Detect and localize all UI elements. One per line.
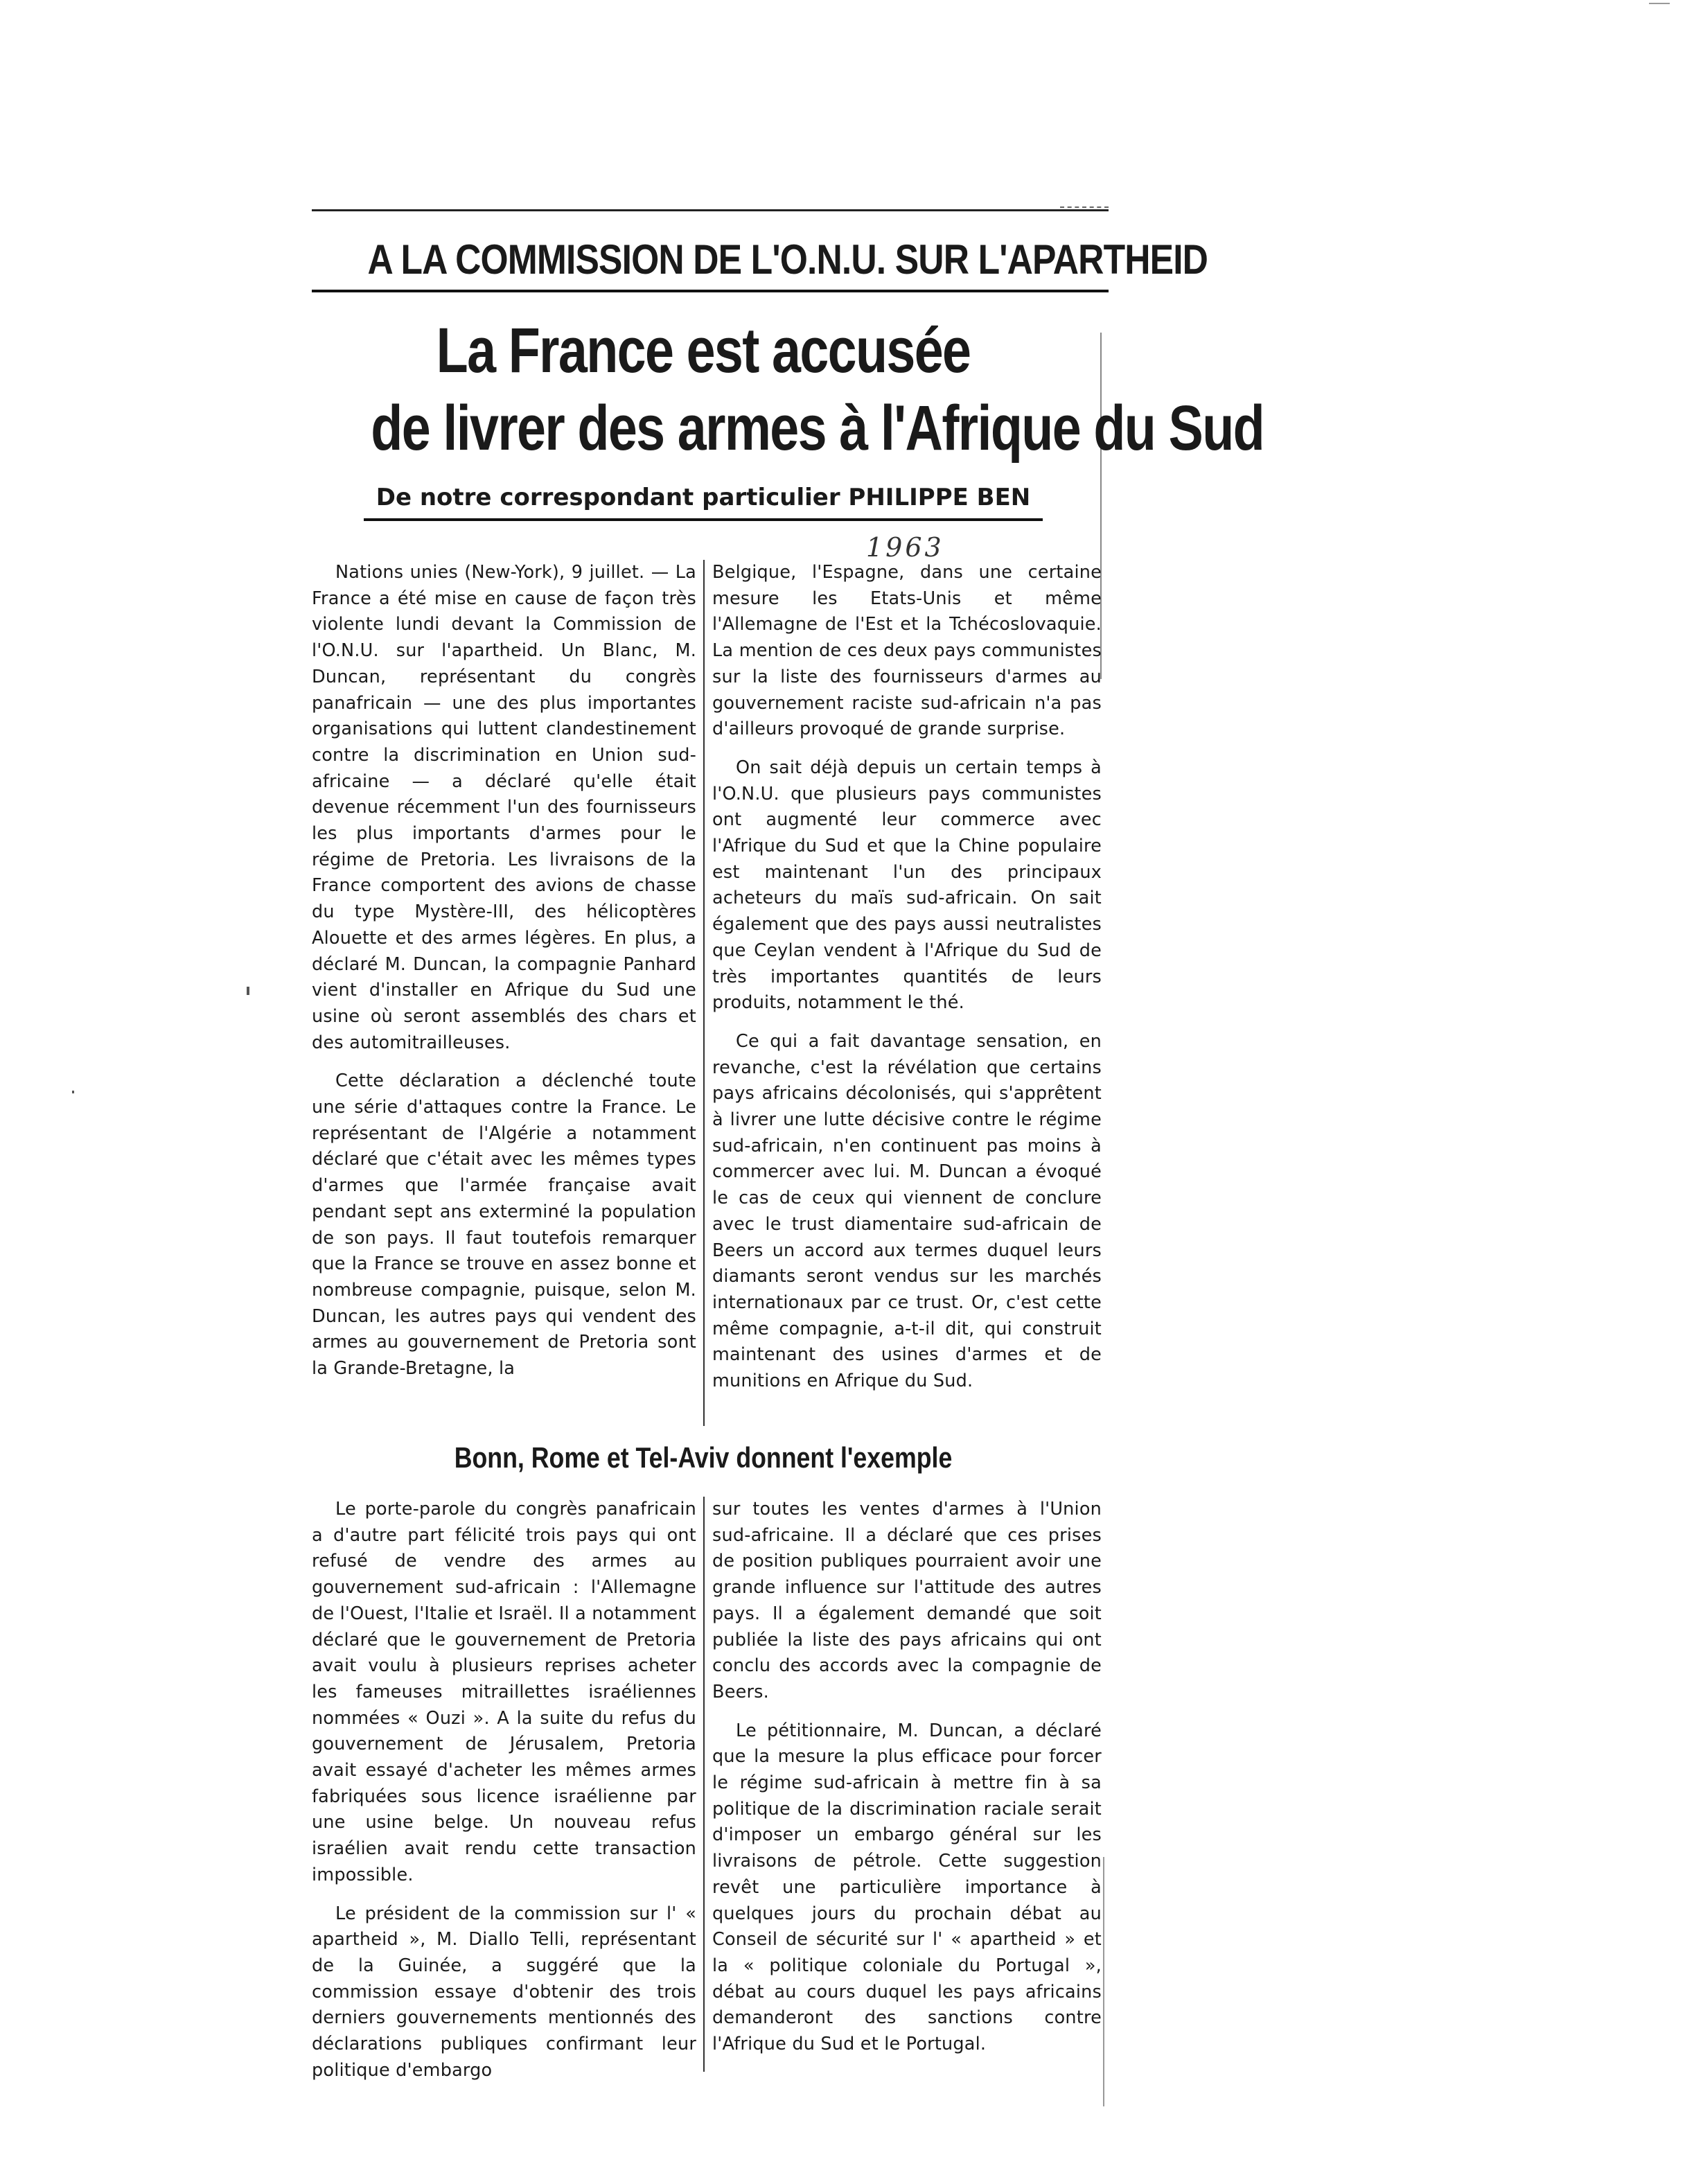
kicker-underline (312, 290, 1109, 292)
byline: De notre correspondant particulier PHILIPPE BEN (376, 484, 1031, 511)
newspaper-clipping (298, 194, 1264, 2106)
paragraph: Le président de la commission sur l' « apartheid », M. Diallo Telli, représentant de la Guinée, a suggéré que la commission essaye d'obtenir des trois derniers gouvernements mentionnés des déclarations publiques confirmant leur politique d'embargo (312, 1903, 696, 2081)
article-column-1 (312, 560, 696, 1395)
scan-speck (1649, 3, 1670, 4)
margin-mark (1103, 1857, 1104, 2106)
top-rule (312, 209, 1109, 211)
headline-line-1: La France est accusée (436, 315, 971, 386)
paragraph: Belgique, l'Espagne, dans une certaine mesure les Etats-Unis et même l'Allemagne de l'Est et la Tchécoslovaquie. La mention de ces deux pays communistes sur la liste des fournisseurs d'armes au gouvernement raciste sud-africain n'a pas d'ailleurs provoqué de grande surprise. (712, 562, 1102, 740)
kicker-heading: A LA COMMISSION DE L'O.N.U. SUR L'APARTHEID (367, 236, 1208, 283)
article-column-3 (312, 1497, 696, 2096)
column-divider (703, 560, 705, 1426)
handwritten-year: 1963 (866, 532, 944, 563)
top-rule-dash (1060, 206, 1109, 208)
paragraph: Ce qui a fait davantage sensation, en revanche, c'est la révélation que certains pays africains décolonisés, qui s'apprêtent à livrer une lutte décisive contre le régime sud-africain, n'en continuent pas moins à commercer avec lui. M. Duncan a évoqué le cas de ceux qui viennent de conclure avec le trust diamentaire sud-africain de Beers un accord aux termes duquel leurs diamants seront vendus sur les marchés internationaux par ce trust. Or, c'est cette même compagnie, a-t-il dit, qui construit maintenant des usines d'armes et de munitions en Afrique du Sud. (712, 1030, 1102, 1392)
headline (371, 312, 1264, 467)
paragraph: Nations unies (New-York), 9 juillet. — La France a été mise en cause de façon très violente lundi devant la Commission de l'O.N.U. sur l'apartheid. Un Blanc, M. Duncan, représentant du congrès panafricain — une des plus importantes organisations qui luttent clandestinement contre la discrimination en Union sud-africaine — a déclaré qu'elle était devenue récemment l'un des fournisseurs les plus importants d'armes pour le régime de Pretoria. Les livraisons de la France comportent des avions de chasse du type Mystère-III, des hélicoptères Alouette et des armes légères. En plus, a déclaré M. Duncan, la compagnie Panhard vient d'installer en Afrique du Sud une usine où seront assemblés des chars et des automitrailleuses. (312, 562, 696, 1053)
paragraph: Le pétitionnaire, M. Duncan, a déclaré que la mesure la plus efficace pour forcer le régime sud-africain à mettre fin à sa politique de la discrimination raciale serait d'imposer un embargo général sur les livraisons de pétrole. Cette suggestion revêt une particulière importance à quelques jours du prochain débat au Conseil de sécurité sur l' « apartheid » et la « politique coloniale du Portugal », débat au cours duquel les pays africains demanderont des sanctions contre l'Afrique du Sud et le Portugal. (712, 1720, 1102, 2055)
headline-line-2: de livrer des armes à l'Afrique du Sud (371, 393, 1264, 464)
paragraph: Le porte-parole du congrès panafricain a d'autre part félicité trois pays qui ont refusé de vendre des armes au gouvernement sud-africain : l'Allemagne de l'Ouest, l'Italie et Israël. Il a notamment déclaré que le gouvernement de Pretoria avait voulu à plusieurs reprises acheter les fameuses mitraillettes israéliennes nommées « Ouzi ». A la suite du refus du gouvernement de Jérusalem, Pretoria avait essayé d'acheter les mêmes armes fabriquées sous licence israélienne par une usine belge. Un nouveau refus israélien avait rendu cette transaction impossible. (312, 1499, 696, 1885)
paragraph: Cette déclaration a déclenché toute une série d'attaques contre la France. Le représentant de l'Algérie a notamment déclaré que c'était avec les mêmes types d'armes que l'armée française avait pendant sept ans exterminé la population de son pays. Il faut toutefois remarquer que la France se trouve en assez bonne et nombreuse compagnie, puisque, selon M. Duncan, les autres pays qui vendent des armes au gouvernement de Pretoria sont la Grande-Bretagne, la (312, 1071, 696, 1380)
byline-rule (364, 518, 1043, 521)
scan-speck (72, 1091, 74, 1093)
article-column-4 (712, 1497, 1102, 2070)
column-divider (703, 1497, 705, 2072)
scan-speck (247, 987, 249, 995)
subheading: Bonn, Rome et Tel-Aviv donnent l'exemple (454, 1441, 953, 1474)
article-column-2 (712, 560, 1102, 1407)
paragraph: On sait déjà depuis un certain temps à l'O.N.U. que plusieurs pays communistes ont augmenté leur commerce avec l'Afrique du Sud et que la Chine populaire est maintenant l'un des principaux acheteurs du maïs sud-africain. On sait également que des pays aussi neutralistes que Ceylan vendent à l'Afrique du Sud de très importantes quantités de leurs produits, notamment le thé. (712, 757, 1102, 1014)
paragraph: sur toutes les ventes d'armes à l'Union sud-africaine. Il a déclaré que ces prises de position publiques pourraient avoir une grande influence sur l'attitude des autres pays. Il a également demandé que soit publiée la liste des pays africains qui ont conclu des accords avec la compagnie de Beers. (712, 1499, 1102, 1702)
